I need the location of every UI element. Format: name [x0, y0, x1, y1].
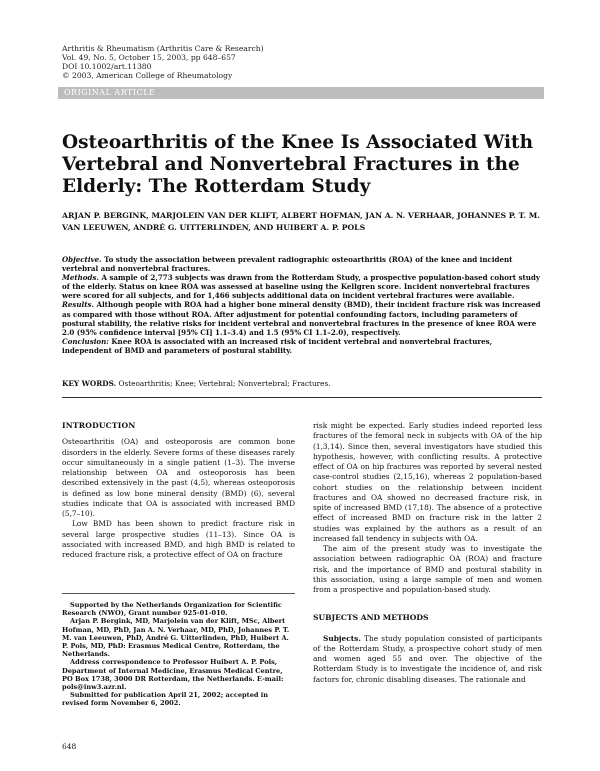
- footnote-divider: [62, 593, 295, 594]
- intro-paragraph-3: risk might be expected. Early studies indeed reported less fractures of the femoral neck in subjects with OA of the hip (1,3,14). Since then, several investigators have studied this hypothesis, however, with conflicting results. A protective effect of OA on hip fractures was reported by several nested case-control studies (2,15,16), whereas 2 population-based cohort studies on the relationship between incident fractures and OA showed no decreased fracture risk, in spite of increased BMD (17,18). The absence of a protective effect of increased BMD on fracture risk in the latter 2 studies was explained by the authors as a result of an increased fall tendency in subjects with OA.: [313, 421, 542, 543]
- page-number: 648: [62, 742, 77, 751]
- intro-paragraph-4: The aim of the present study was to investigate the association between radiographic OA (ROA) and fracture risk, and the importance of BMD and postural stability in this association, using a large sample of men and women from a prospective and population-based study.: [313, 544, 542, 594]
- journal-doi: DOI 10.1002/art.11380: [62, 62, 152, 71]
- abstract-conclusions-label: Conclusion:: [62, 336, 109, 346]
- journal-name: Arthritis & Rheumatism (Arthritis Care & Research): [62, 44, 264, 53]
- abstract-methods: [62, 273, 542, 300]
- subjects-paragraph: [313, 634, 542, 685]
- section-divider: [62, 397, 542, 398]
- abstract-results: [62, 300, 542, 336]
- journal-volume: Vol. 49, No. 5, October 15, 2003, pp 648–657: [62, 53, 236, 62]
- right-column: [313, 421, 542, 685]
- intro-paragraph-1: Osteoarthritis (OA) and osteoporosis are common bone disorders in the elderly. Severe forms of these diseases rarely occur simultaneously in a single patient (1–3). The inverse relationship between OA and osteoporosis has been described extensively in the past (4,5), whereas osteoporosis is defined as low bone mineral density (BMD) (6), several studies indicate that OA is associated with increased BMD (5,7–10).: [62, 437, 295, 518]
- keywords-text: Osteoarthritis; Knee; Vertebral; Nonvertebral; Fractures.: [118, 379, 331, 388]
- abstract-methods-text: A sample of 2,773 subjects was drawn from the Rotterdam Study, a prospective population-based cohort study of the elderly. Status on knee ROA was assessed at baseline using the Kellgren score. Incident nonvertebral fractures were scored for all subjects, and for 1,466 subjects additional data on incident vertebral fractures were available.: [62, 273, 541, 301]
- article-title: Osteoarthritis of the Knee Is Associated With Vertebral and Nonvertebral Fractures in the Elderly: The Rotterdam Study: [62, 132, 534, 197]
- left-column: [62, 421, 295, 560]
- journal-info: [62, 44, 264, 80]
- abstract-objective-label: Objective.: [62, 255, 102, 264]
- footnote-funding: Supported by the Netherlands Organization for Scientific Research (NWO), Grant number 925-01-010.: [62, 601, 282, 618]
- abstract-methods-label: Methods.: [62, 273, 99, 283]
- intro-paragraph-2: Low BMD has been shown to predict fracture risk in several large prospective studies (11–13). Since OA is associated with increased BMD, and high BMD is related to reduced fracture risk, a protective effect of OA on fracture: [62, 519, 295, 559]
- footnote-correspondence: Address correspondence to Professor Huibert A. P. Pols, Department of Internal Medicine, Erasmus Medical Centre, PO Box 1738, 3000 DR Rotterdam, the Netherlands. E-mail: pols@inw3.azr.nl.: [62, 658, 284, 692]
- methods-heading: SUBJECTS AND METHODS: [313, 613, 429, 623]
- abstract-results-text: Although people with ROA had a higher bone mineral density (BMD), their incident fracture risk was increased as compared with those without ROA. After adjustment for potential confounding factors, including parameters of postural stability, the relative risks for incident vertebral and nonvertebral fractures in the presence of knee ROA were 2.0 (95% confidence interval [95% CI] 1.1–3.4) and 1.5 (95% CI 1.1–2.0), respectively.: [62, 300, 541, 337]
- abstract-conclusions-text: Knee ROA is associated with an increased risk of incident vertebral and nonvertebral fractures, independent of BMD and parameters of postural stability.: [62, 336, 493, 355]
- footnote-affiliations: Arjan P. Bergink, MD, Marjolein van der Klift, MSc, Albert Hofman, MD, PhD, Jan A. N. Verhaar, MD, PhD, Johannes P. T. M. van Leeuwen, PhD, André G. Uitterlinden, PhD, Huibert A. P. Pols, MD, PhD: Erasmus Medical Centre, Rotterdam, the Netherlands.: [62, 617, 290, 659]
- introduction-heading: INTRODUCTION: [62, 421, 136, 430]
- journal-copyright: © 2003, American College of Rheumatology: [62, 71, 233, 80]
- abstract-objective-text: To study the association between prevalent radiographic osteoarthritis (ROA) of the knee and incident vertebral and nonvertebral fractures.: [62, 255, 513, 274]
- keywords-label: KEY WORDS.: [62, 379, 117, 388]
- abstract-results-label: Results.: [62, 300, 94, 310]
- keywords: [62, 379, 542, 388]
- abstract-objective: [62, 255, 542, 273]
- author-list: ARJAN P. BERGINK, MARJOLEIN VAN DER KLIFT, ALBERT HOFMAN, JAN A. N. VERHAAR, JOHANNES P. T. M. VAN LEEUWEN, ANDRÉ G. UITTERLINDEN, AND HUIBERT A. P. POLS: [62, 211, 540, 232]
- article-type-banner: ORIGINAL ARTICLE: [58, 87, 544, 99]
- abstract-conclusions: [62, 337, 542, 355]
- subjects-label: Subjects.: [323, 633, 361, 643]
- footnote-submission: Submitted for publication April 21, 2002; accepted in revised form November 6, 2002.: [62, 691, 269, 708]
- subjects-text: The study population consisted of participants of the Rotterdam Study, a prospective cohort study of men and women aged 55 and over. The objective of the Rotterdam Study is to investigate the incidence of, and risk factors for, chronic disabling diseases. The rationale and: [313, 633, 542, 684]
- footnotes: [62, 601, 295, 708]
- abstract: [62, 255, 542, 355]
